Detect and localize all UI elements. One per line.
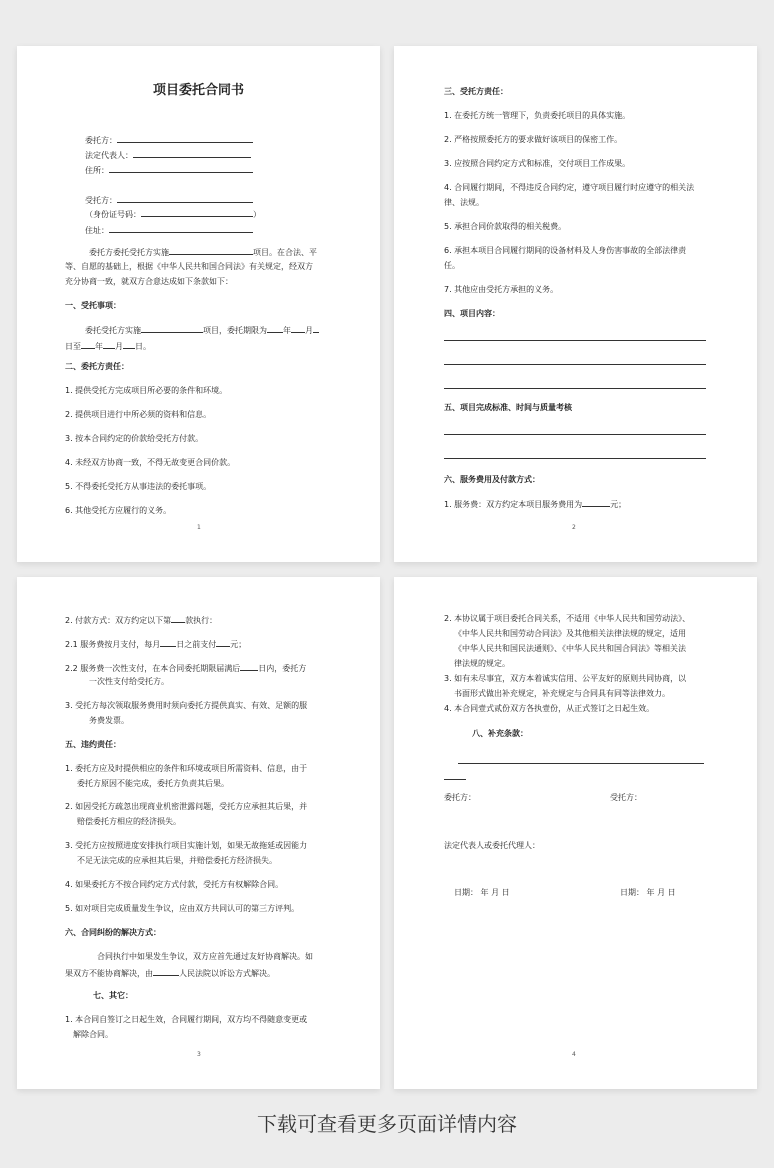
liability-line: 赔偿委托方相应的经济损失。	[77, 817, 181, 826]
blank-line	[458, 763, 704, 764]
clause-line: 律法规的规定。	[454, 659, 510, 668]
legal-rep-blank	[133, 148, 251, 158]
blank-line	[444, 340, 706, 341]
clause-line: 《中华人民共和国劳动合同法》及其他相关法律法规的规定，适用	[454, 629, 686, 638]
contract-page-3	[17, 577, 380, 1089]
agent-field: 受托方：	[85, 193, 253, 207]
liability-line: 4. 如果委托方不按合同约定方式付款，受托方有权解除合同。	[65, 880, 284, 889]
section-2-item: 5. 不得委托受托方从事违法的委托事项。	[65, 482, 212, 491]
agent-address-blank	[109, 223, 253, 233]
contract-page-2	[394, 46, 757, 562]
clause-line: 书面形式做出补充规定，补充规定与合同具有同等法律效力。	[454, 689, 670, 698]
liability-line: 5. 如对项目完成质量发生争议，应由双方共同认可的第三方评判。	[65, 904, 300, 913]
liability-line: 2. 如因受托方疏忽出现商业机密泄露问题，受托方应承担其后果，并	[65, 802, 308, 811]
section-1-line-2: 日至 年 月 日。	[65, 339, 151, 353]
invoice-line: 3. 受托方每次领取服务费用时须向委托方提供真实、有效、足额的服	[65, 701, 308, 710]
section-2-item: 6. 其他受托方应履行的义务。	[65, 506, 172, 515]
blank-line	[444, 388, 706, 389]
payment-2-2: 2.2 服务费一次性支付，在本合同委托期限届满后 日内，委托方	[65, 661, 306, 675]
liability-line: 3. 受托方应按照进度安排执行项目实施计划，如果无故拖延或因能力	[65, 841, 308, 850]
section-3-item: 6. 承担本项目合同履行期间的设备材料及人身伤害事故的全部法律责	[444, 246, 687, 255]
section-3-item-continued: 任。	[444, 261, 460, 270]
section-2-heading: 二、委托方责任：	[65, 362, 129, 371]
section-3-item: 7. 其他应由受托方承担的义务。	[444, 285, 559, 294]
dispute-line-2: 果双方不能协商解决，由 人民法院以诉讼方式解决。	[65, 966, 275, 980]
service-fee-line: 1. 服务费：双方约定本项目服务费用为 元；	[444, 497, 626, 511]
section-2-item: 3. 按本合同约定的价款给受托方付款。	[65, 434, 204, 443]
id-number-blank	[141, 207, 253, 217]
invoice-line-continued: 务费发票。	[89, 716, 129, 725]
other-heading: 七、其它：	[93, 991, 133, 1000]
other-line-1: 1. 本合同自签订之日起生效，合同履行期间，双方均不得随意变更或	[65, 1015, 308, 1024]
section-3-item: 5. 承担合同价款取得的相关税费。	[444, 222, 567, 231]
liability-line: 1. 委托方应及时提供相应的条件和环境或项目所需资料、信息，由于	[65, 764, 308, 773]
other-line-2: 解除合同。	[73, 1030, 113, 1039]
signature-date-agent: 日期： 年 月 日	[620, 888, 676, 897]
intro-line-1: 委托方委托受托方实施 项目。在合法、平	[89, 245, 317, 259]
contract-page-1	[17, 46, 380, 562]
section-3-item: 3. 应按照合同约定方式和标准，交付项目工作成果。	[444, 159, 631, 168]
signature-agent: 受托方：	[610, 793, 642, 802]
principal-blank	[117, 133, 253, 143]
dispute-heading: 六、合同纠纷的解决方式：	[65, 928, 161, 937]
principal-field: 委托方：	[85, 133, 253, 147]
dispute-line-1: 合同执行中如果发生争议，双方应首先通过友好协商解决。如	[97, 952, 313, 961]
intro-line-2: 等、自愿的基础上，根据《中华人民共和国合同法》有关规定，经双方	[65, 262, 313, 271]
intro-line-3: 充分协商一致，就双方合意达成如下条款如下：	[65, 277, 233, 286]
agent-address-field: 住址：	[85, 223, 253, 237]
id-number-field: （身份证号码： ）	[85, 207, 261, 221]
address-field: 住所：	[85, 163, 253, 177]
clause-line: 《中华人民共和国民法通则》、《中华人民共和国合同法》等相关法	[454, 644, 686, 653]
liability-line: 不足无法完成的应承担其后果，并赔偿委托方经济损失。	[77, 856, 277, 865]
section-2-item: 2. 提供项目进行中所必须的资料和信息。	[65, 410, 212, 419]
section-6-heading: 六、服务费用及付款方式：	[444, 475, 540, 484]
signature-principal: 委托方：	[444, 793, 476, 802]
section-3-item: 2. 严格按照委托方的要求做好该项目的保密工作。	[444, 135, 623, 144]
agent-blank	[117, 193, 253, 203]
section-3-heading: 三、受托方责任：	[444, 87, 508, 96]
signature-date-principal: 日期： 年 月 日	[454, 888, 510, 897]
liability-line: 委托方原因不能完成，委托方负责其后果。	[77, 779, 229, 788]
section-5-heading: 五、项目完成标准、时间与质量考核	[444, 403, 572, 412]
document-title: 项目委托合同书	[152, 83, 244, 98]
blank-line	[444, 458, 706, 459]
section-1-heading: 一、受托事项：	[65, 301, 121, 310]
signature-legal-rep: 法定代表人或委托代理人：	[444, 841, 540, 850]
section-3-item: 1. 在委托方统一管理下，负责委托项目的具体实施。	[444, 111, 631, 120]
page-number: 3	[197, 1051, 201, 1058]
payment-2-2-continued: 一次性支付给受托方。	[89, 677, 169, 686]
payment-2-1: 2.1 服务费按月支付，每月 日之前支付 元；	[65, 637, 246, 651]
page-number: 1	[197, 524, 201, 531]
section-3-item-continued: 律、法规。	[444, 198, 484, 207]
page-number: 2	[572, 524, 576, 531]
section-2-item: 1. 提供受托方完成项目所必要的条件和环境。	[65, 386, 228, 395]
address-blank	[109, 163, 253, 173]
clause-line: 4. 本合同壹式贰份双方各执壹份，从正式签订之日起生效。	[444, 704, 655, 713]
liability-heading: 五、违约责任：	[65, 740, 121, 749]
section-3-item: 4. 合同履行期间，不得违反合同约定，遵守项目履行时应遵守的相关法	[444, 183, 695, 192]
legal-rep-field: 法定代表人：	[85, 148, 251, 162]
supplementary-heading: 八、补充条款：	[472, 729, 528, 738]
section-4-heading: 四、项目内容：	[444, 309, 500, 318]
clause-line: 3. 如有未尽事宜，双方本着诚实信用、公平友好的原则共同协商，以	[444, 674, 687, 683]
blank-line	[444, 434, 706, 435]
payment-method-line: 2. 付款方式：双方约定以下第 款执行：	[65, 613, 217, 627]
clause-line: 2. 本协议属于项目委托合同关系，不适用《中华人民共和国劳动法》、	[444, 614, 691, 623]
blank-line	[444, 364, 706, 365]
blank-line	[444, 779, 466, 780]
section-1-line-1: 委托受托方实施 项目，委托期限为 年 月	[85, 323, 319, 337]
section-2-item: 4. 未经双方协商一致，不得无故变更合同价款。	[65, 458, 236, 467]
contract-page-4	[394, 577, 757, 1089]
download-more-caption: 下载可查看更多页面详情内容	[257, 1112, 517, 1136]
page-number: 4	[572, 1051, 576, 1058]
